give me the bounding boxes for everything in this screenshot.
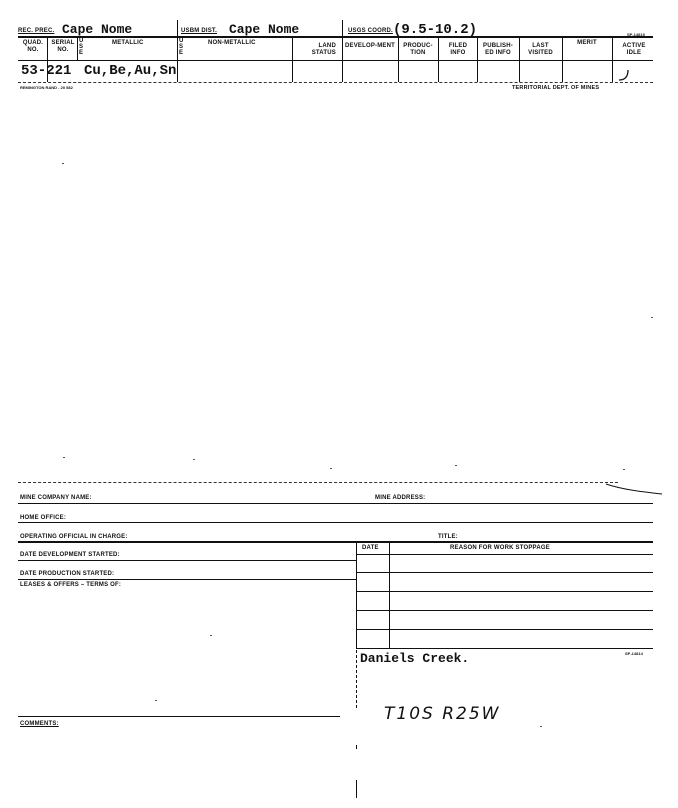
header-mid-rule [18, 60, 653, 61]
col-use-left: U S E [79, 38, 84, 56]
printer-note: REMINGTON RAND - 20 582 [20, 85, 73, 90]
scan-speck [63, 457, 65, 458]
operating-official-label: OPERATING OFFICIAL IN CHARGE: [20, 534, 128, 540]
rule-comments [18, 716, 340, 717]
col-divider-4 [292, 37, 293, 82]
col-metallic: METALLIC [112, 40, 144, 46]
rule-date-development [18, 560, 356, 561]
form-code-bottom: SP-14814 [625, 651, 643, 656]
col-quad-no: QUAD. NO. [22, 40, 44, 53]
stoppage-row-rule-4 [356, 629, 653, 630]
col-divider-2 [77, 37, 78, 60]
col-last-visited: LAST VISITED [528, 43, 553, 56]
usbm-dist-value: Cape Nome [229, 22, 300, 37]
department-label: TERRITORIAL DEPT. OF MINES [512, 85, 600, 91]
rule-mine-company [18, 503, 653, 504]
rec-prec-value: Cape Nome [62, 22, 133, 37]
stoppage-row-rule-1 [356, 572, 653, 573]
stoppage-date-divider [389, 541, 390, 649]
corner-tear-mark [604, 478, 664, 498]
stoppage-left-border [356, 541, 357, 649]
col-divider-10 [562, 37, 563, 82]
scan-speck [540, 726, 542, 727]
date-production-label: DATE PRODUCTION STARTED: [20, 571, 115, 577]
scan-speck [330, 468, 332, 469]
col-merit: MERIT [577, 40, 597, 46]
leases-offers-label: LEASES & OFFERS – TERMS OF: [20, 582, 122, 588]
col-production: PRODUC-TION [403, 43, 433, 56]
usbm-dist-label: USBM DIST. [181, 28, 218, 34]
lower-form-top-rule [18, 482, 618, 483]
col-divider-9 [519, 37, 520, 82]
lower-vertical-tick-2 [356, 780, 357, 798]
scan-speck [155, 700, 157, 701]
usgs-coord-value: (9.5-10.2) [393, 22, 478, 38]
rule-home-office [18, 522, 653, 523]
col-serial-no: SERIAL NO. [51, 40, 75, 53]
handwritten-location: T10S R25W [384, 704, 501, 724]
header-top-rule [18, 36, 653, 38]
stoppage-reason-header: REASON FOR WORK STOPPAGE [450, 545, 550, 551]
col-divider-3 [177, 20, 178, 82]
col-development: DEVELOP-MENT [344, 43, 396, 49]
stoppage-row-rule-2 [356, 591, 653, 592]
stoppage-header-rule [356, 554, 653, 555]
date-development-label: DATE DEVELOPMENT STARTED: [20, 552, 120, 558]
scan-speck [623, 469, 625, 470]
scan-speck [62, 163, 64, 164]
usgs-coord-label: USGS COORD. [348, 28, 393, 34]
active-idle-check-mark [616, 66, 636, 82]
col-use-mid: U S E [179, 38, 184, 56]
col-divider-6 [398, 37, 399, 82]
metallic-value: Cu,Be,Au,Sn [84, 63, 177, 79]
scan-speck [193, 459, 195, 460]
col-land-status: LAND STATUS [311, 43, 336, 56]
col-divider-5 [342, 20, 343, 82]
home-office-label: HOME OFFICE: [20, 515, 67, 521]
form-code-top: SP-14819 [627, 32, 645, 37]
col-divider-11 [612, 37, 613, 82]
col-divider-8 [477, 37, 478, 82]
stoppage-date-header: DATE [362, 545, 379, 551]
col-published-info: PUBLISH-ED INFO [483, 43, 513, 56]
stoppage-row-rule-3 [356, 610, 653, 611]
title-label: TITLE: [438, 534, 458, 540]
rule-date-production [18, 579, 356, 580]
header-bottom-rule [18, 82, 653, 83]
rec-prec-label: REC. PREC. [18, 28, 55, 34]
lower-vertical-tick-1 [356, 745, 357, 749]
lower-vertical-divider [356, 650, 357, 708]
stoppage-row-rule-5 [356, 648, 653, 649]
col-filed-info: FILED INFO [448, 43, 468, 56]
mine-address-label: MINE ADDRESS: [375, 495, 426, 501]
scan-speck [651, 317, 653, 318]
rule-operating-official [18, 541, 653, 543]
location-typed-value: Daniels Creek. [360, 651, 470, 666]
col-non-metallic: NON-METALLIC [208, 40, 256, 46]
comments-label: COMMENTS: [20, 721, 59, 727]
quad-serial-value: 53-221 [21, 63, 72, 79]
col-active-idle: ACTIVE IDLE [622, 43, 646, 56]
col-divider-7 [438, 37, 439, 82]
mine-company-name-label: MINE COMPANY NAME: [20, 495, 92, 501]
scan-speck [210, 635, 212, 636]
scan-speck [455, 465, 457, 466]
